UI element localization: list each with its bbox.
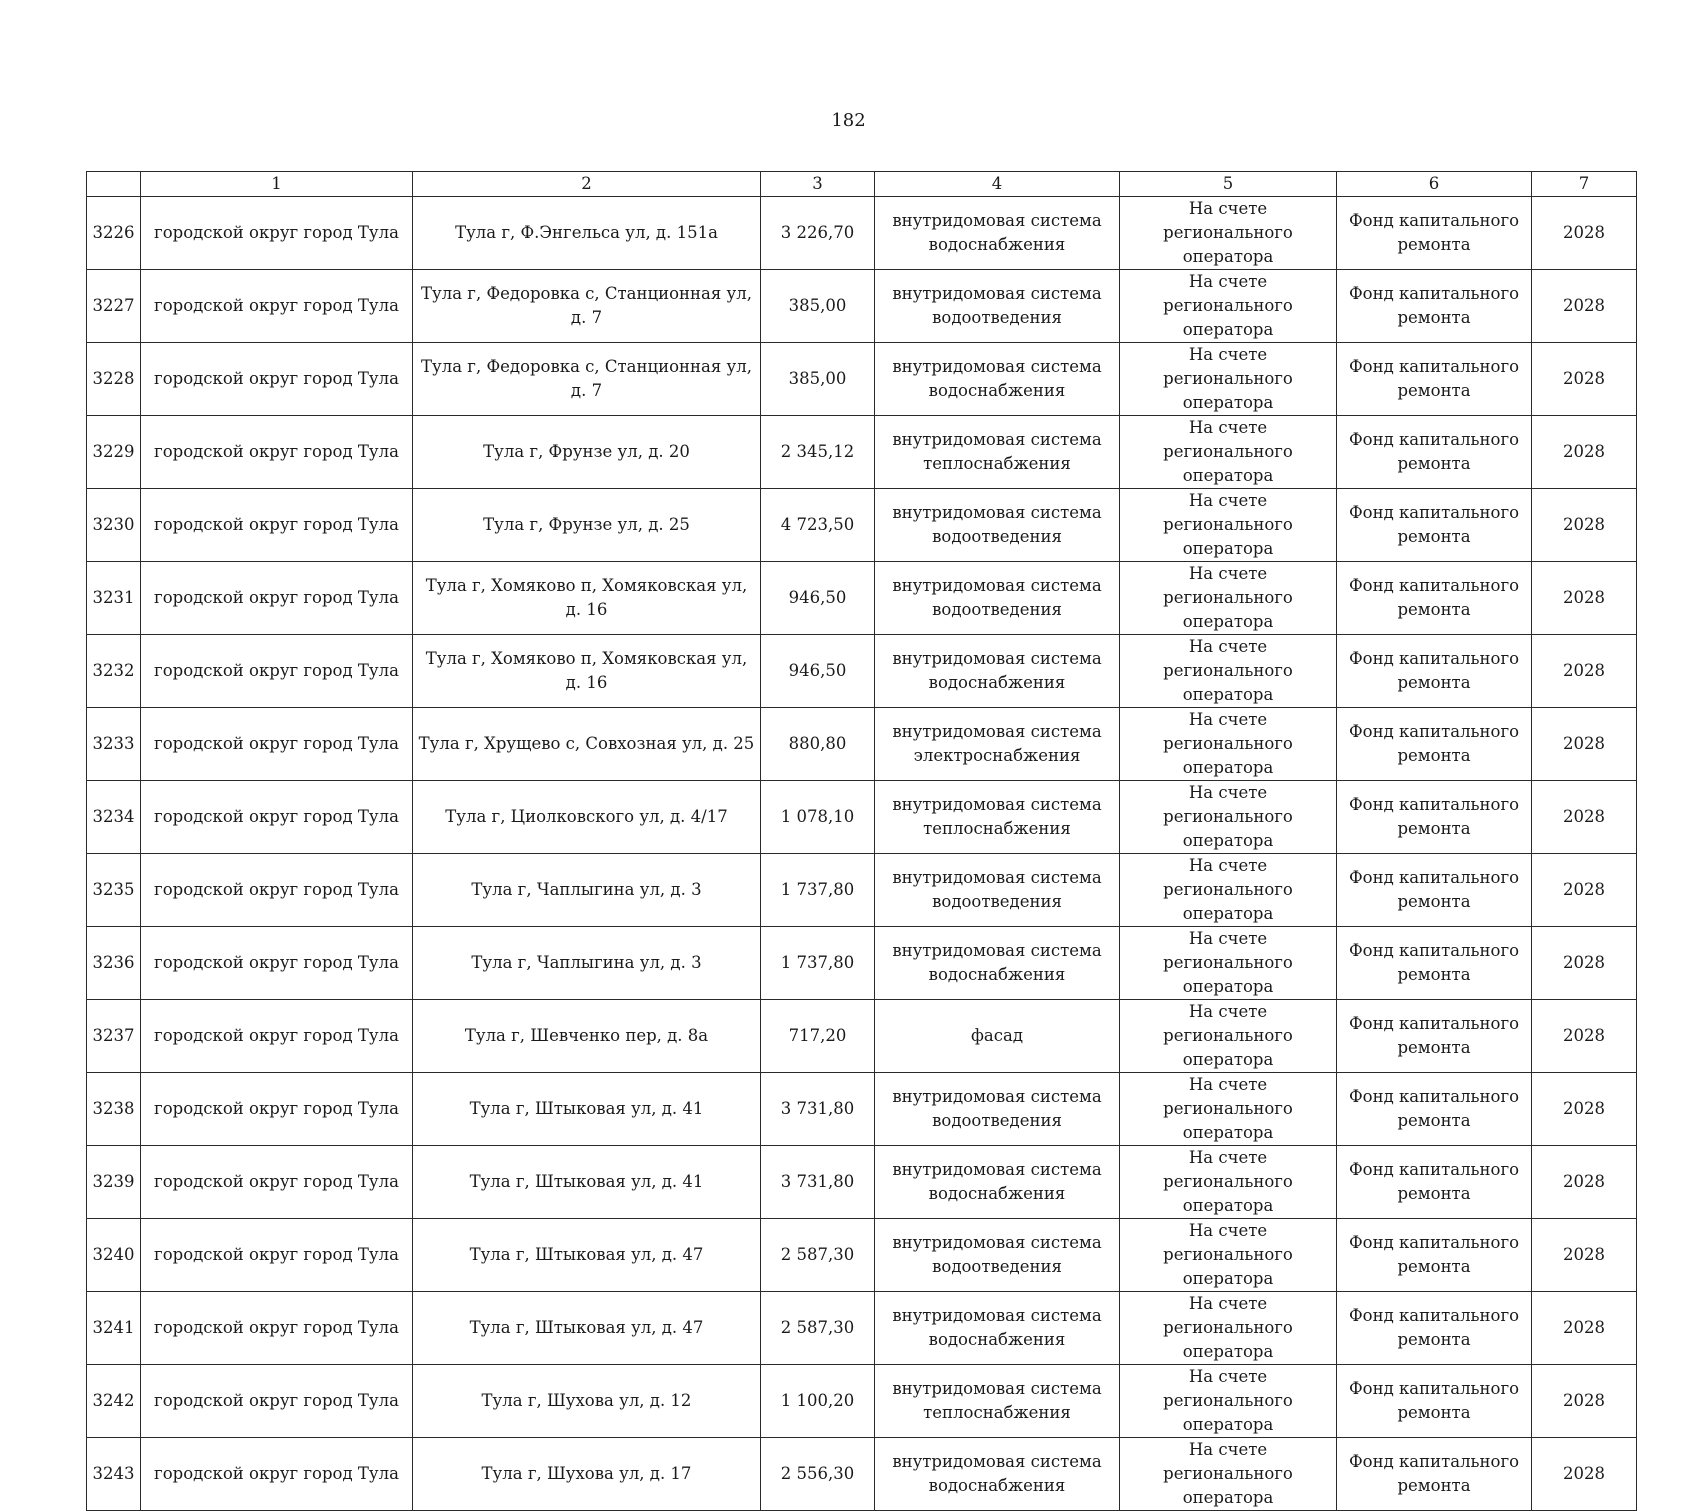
funding-source-cell: Фонд капитального ремонта — [1337, 854, 1532, 927]
year-cell: 2028 — [1532, 1146, 1637, 1219]
year-cell: 2028 — [1532, 781, 1637, 854]
area-cell: 385,00 — [761, 270, 875, 343]
table-row — [87, 197, 1637, 270]
element-cell: внутридомовая система водоснабжения — [875, 927, 1120, 1000]
element-cell: внутридомовая система теплоснабжения — [875, 781, 1120, 854]
area-cell: 2 556,30 — [761, 1438, 875, 1511]
municipality-cell: городской округ город Тула — [141, 343, 413, 416]
account-cell: На счете регионального оператора — [1120, 854, 1337, 927]
header-cell-index — [87, 172, 141, 197]
year-cell: 2028 — [1532, 1073, 1637, 1146]
funding-source-cell: Фонд капитального ремонта — [1337, 343, 1532, 416]
address-cell: Тула г, Федоровка с, Станционная ул, д. 7 — [413, 270, 761, 343]
table-row — [87, 781, 1637, 854]
element-cell: внутридомовая система водоснабжения — [875, 1146, 1120, 1219]
address-cell: Тула г, Хомяково п, Хомяковская ул, д. 16 — [413, 635, 761, 708]
account-cell: На счете регионального оператора — [1120, 927, 1337, 1000]
area-cell: 2 587,30 — [761, 1219, 875, 1292]
area-cell: 2 345,12 — [761, 416, 875, 489]
year-cell: 2028 — [1532, 635, 1637, 708]
row-number-cell: 3237 — [87, 1000, 141, 1073]
account-cell: На счете регионального оператора — [1120, 1219, 1337, 1292]
area-cell: 1 737,80 — [761, 854, 875, 927]
funding-source-cell: Фонд капитального ремонта — [1337, 489, 1532, 562]
element-cell: внутридомовая система водоснабжения — [875, 343, 1120, 416]
table-row — [87, 708, 1637, 781]
municipality-cell: городской округ город Тула — [141, 1000, 413, 1073]
page-number: 182 — [831, 110, 866, 131]
account-cell: На счете регионального оператора — [1120, 270, 1337, 343]
address-cell: Тула г, Шухова ул, д. 12 — [413, 1365, 761, 1438]
element-cell: внутридомовая система теплоснабжения — [875, 1365, 1120, 1438]
funding-source-cell: Фонд капитального ремонта — [1337, 781, 1532, 854]
row-number-cell: 3240 — [87, 1219, 141, 1292]
header-cell-3: 3 — [761, 172, 875, 197]
municipality-cell: городской округ город Тула — [141, 197, 413, 270]
account-cell: На счете регионального оператора — [1120, 781, 1337, 854]
row-number-cell: 3241 — [87, 1292, 141, 1365]
year-cell: 2028 — [1532, 854, 1637, 927]
area-cell: 1 737,80 — [761, 927, 875, 1000]
municipality-cell: городской округ город Тула — [141, 562, 413, 635]
row-number-cell: 3229 — [87, 416, 141, 489]
table-row — [87, 489, 1637, 562]
header-cell-1: 1 — [141, 172, 413, 197]
municipality-cell: городской округ город Тула — [141, 1292, 413, 1365]
row-number-cell: 3233 — [87, 708, 141, 781]
municipality-cell: городской округ город Тула — [141, 1073, 413, 1146]
table-row — [87, 854, 1637, 927]
year-cell: 2028 — [1532, 1000, 1637, 1073]
year-cell: 2028 — [1532, 270, 1637, 343]
year-cell: 2028 — [1532, 416, 1637, 489]
address-cell: Тула г, Штыковая ул, д. 41 — [413, 1146, 761, 1219]
account-cell: На счете регионального оператора — [1120, 1438, 1337, 1511]
funding-source-cell: Фонд капитального ремонта — [1337, 1292, 1532, 1365]
table-row — [87, 562, 1637, 635]
funding-source-cell: Фонд капитального ремонта — [1337, 1000, 1532, 1073]
element-cell: внутридомовая система электроснабжения — [875, 708, 1120, 781]
area-cell: 4 723,50 — [761, 489, 875, 562]
element-cell: внутридомовая система водоснабжения — [875, 635, 1120, 708]
row-number-cell: 3234 — [87, 781, 141, 854]
element-cell: фасад — [875, 1000, 1120, 1073]
row-number-cell: 3235 — [87, 854, 141, 927]
row-number-cell: 3230 — [87, 489, 141, 562]
municipality-cell: городской округ город Тула — [141, 635, 413, 708]
table-row — [87, 1365, 1637, 1438]
address-cell: Тула г, Чаплыгина ул, д. 3 — [413, 927, 761, 1000]
element-cell: внутридомовая система водоснабжения — [875, 197, 1120, 270]
area-cell: 946,50 — [761, 562, 875, 635]
address-cell: Тула г, Шухова ул, д. 17 — [413, 1438, 761, 1511]
municipality-cell: городской округ город Тула — [141, 1219, 413, 1292]
area-cell: 3 731,80 — [761, 1073, 875, 1146]
address-cell: Тула г, Штыковая ул, д. 41 — [413, 1073, 761, 1146]
municipality-cell: городской округ город Тула — [141, 270, 413, 343]
header-cell-4: 4 — [875, 172, 1120, 197]
address-cell: Тула г, Хомяково п, Хомяковская ул, д. 16 — [413, 562, 761, 635]
funding-source-cell: Фонд капитального ремонта — [1337, 1365, 1532, 1438]
header-cell-5: 5 — [1120, 172, 1337, 197]
funding-source-cell: Фонд капитального ремонта — [1337, 197, 1532, 270]
funding-source-cell: Фонд капитального ремонта — [1337, 562, 1532, 635]
row-number-cell: 3239 — [87, 1146, 141, 1219]
table-row — [87, 1438, 1637, 1511]
register-table — [86, 171, 1637, 1511]
account-cell: На счете регионального оператора — [1120, 1292, 1337, 1365]
municipality-cell: городской округ город Тула — [141, 1438, 413, 1511]
area-cell: 1 100,20 — [761, 1365, 875, 1438]
header-cell-7: 7 — [1532, 172, 1637, 197]
account-cell: На счете регионального оператора — [1120, 1000, 1337, 1073]
address-cell: Тула г, Фрунзе ул, д. 20 — [413, 416, 761, 489]
element-cell: внутридомовая система водоотведения — [875, 854, 1120, 927]
year-cell: 2028 — [1532, 1365, 1637, 1438]
area-cell: 3 226,70 — [761, 197, 875, 270]
account-cell: На счете регионального оператора — [1120, 562, 1337, 635]
row-number-cell: 3227 — [87, 270, 141, 343]
row-number-cell: 3236 — [87, 927, 141, 1000]
account-cell: На счете регионального оператора — [1120, 1073, 1337, 1146]
municipality-cell: городской округ город Тула — [141, 854, 413, 927]
table-row — [87, 1219, 1637, 1292]
row-number-cell: 3238 — [87, 1073, 141, 1146]
account-cell: На счете регионального оператора — [1120, 635, 1337, 708]
row-number-cell: 3231 — [87, 562, 141, 635]
row-number-cell: 3243 — [87, 1438, 141, 1511]
municipality-cell: городской округ город Тула — [141, 708, 413, 781]
area-cell: 880,80 — [761, 708, 875, 781]
funding-source-cell: Фонд капитального ремонта — [1337, 927, 1532, 1000]
funding-source-cell: Фонд капитального ремонта — [1337, 708, 1532, 781]
account-cell: На счете регионального оператора — [1120, 708, 1337, 781]
area-cell: 946,50 — [761, 635, 875, 708]
municipality-cell: городской округ город Тула — [141, 489, 413, 562]
account-cell: На счете регионального оператора — [1120, 489, 1337, 562]
account-cell: На счете регионального оператора — [1120, 1146, 1337, 1219]
header-cell-2: 2 — [413, 172, 761, 197]
header-cell-6: 6 — [1337, 172, 1532, 197]
address-cell: Тула г, Хрущево с, Совхозная ул, д. 25 — [413, 708, 761, 781]
year-cell: 2028 — [1532, 1292, 1637, 1365]
table-body — [87, 197, 1637, 1511]
funding-source-cell: Фонд капитального ремонта — [1337, 416, 1532, 489]
address-cell: Тула г, Чаплыгина ул, д. 3 — [413, 854, 761, 927]
element-cell: внутридомовая система водоснабжения — [875, 1292, 1120, 1365]
area-cell: 385,00 — [761, 343, 875, 416]
year-cell: 2028 — [1532, 927, 1637, 1000]
element-cell: внутридомовая система теплоснабжения — [875, 416, 1120, 489]
table-row — [87, 1292, 1637, 1365]
row-number-cell: 3226 — [87, 197, 141, 270]
year-cell: 2028 — [1532, 1438, 1637, 1511]
address-cell: Тула г, Ф.Энгельса ул, д. 151а — [413, 197, 761, 270]
table-row — [87, 343, 1637, 416]
year-cell: 2028 — [1532, 708, 1637, 781]
funding-source-cell: Фонд капитального ремонта — [1337, 635, 1532, 708]
row-number-cell: 3228 — [87, 343, 141, 416]
municipality-cell: городской округ город Тула — [141, 416, 413, 489]
year-cell: 2028 — [1532, 562, 1637, 635]
table-row — [87, 927, 1637, 1000]
municipality-cell: городской округ город Тула — [141, 781, 413, 854]
address-cell: Тула г, Фрунзе ул, д. 25 — [413, 489, 761, 562]
element-cell: внутридомовая система водоотведения — [875, 562, 1120, 635]
area-cell: 3 731,80 — [761, 1146, 875, 1219]
address-cell: Тула г, Шевченко пер, д. 8а — [413, 1000, 761, 1073]
address-cell: Тула г, Штыковая ул, д. 47 — [413, 1292, 761, 1365]
table-row — [87, 270, 1637, 343]
account-cell: На счете регионального оператора — [1120, 1365, 1337, 1438]
account-cell: На счете регионального оператора — [1120, 197, 1337, 270]
municipality-cell: городской округ город Тула — [141, 1146, 413, 1219]
element-cell: внутридомовая система водоотведения — [875, 1073, 1120, 1146]
row-number-cell: 3232 — [87, 635, 141, 708]
area-cell: 717,20 — [761, 1000, 875, 1073]
table-row — [87, 635, 1637, 708]
funding-source-cell: Фонд капитального ремонта — [1337, 1146, 1532, 1219]
element-cell: внутридомовая система водоотведения — [875, 1219, 1120, 1292]
table-row — [87, 416, 1637, 489]
municipality-cell: городской округ город Тула — [141, 1365, 413, 1438]
funding-source-cell: Фонд капитального ремонта — [1337, 1438, 1532, 1511]
table-row — [87, 1146, 1637, 1219]
account-cell: На счете регионального оператора — [1120, 343, 1337, 416]
account-cell: На счете регионального оператора — [1120, 416, 1337, 489]
year-cell: 2028 — [1532, 343, 1637, 416]
table-row — [87, 1073, 1637, 1146]
year-cell: 2028 — [1532, 197, 1637, 270]
table-row — [87, 1000, 1637, 1073]
area-cell: 2 587,30 — [761, 1292, 875, 1365]
municipality-cell: городской округ город Тула — [141, 927, 413, 1000]
funding-source-cell: Фонд капитального ремонта — [1337, 270, 1532, 343]
year-cell: 2028 — [1532, 1219, 1637, 1292]
table-header-row — [87, 172, 1637, 197]
element-cell: внутридомовая система водоотведения — [875, 270, 1120, 343]
address-cell: Тула г, Циолковского ул, д. 4/17 — [413, 781, 761, 854]
row-number-cell: 3242 — [87, 1365, 141, 1438]
element-cell: внутридомовая система водоотведения — [875, 489, 1120, 562]
funding-source-cell: Фонд капитального ремонта — [1337, 1219, 1532, 1292]
address-cell: Тула г, Федоровка с, Станционная ул, д. 7 — [413, 343, 761, 416]
address-cell: Тула г, Штыковая ул, д. 47 — [413, 1219, 761, 1292]
element-cell: внутридомовая система водоснабжения — [875, 1438, 1120, 1511]
year-cell: 2028 — [1532, 489, 1637, 562]
funding-source-cell: Фонд капитального ремонта — [1337, 1073, 1532, 1146]
area-cell: 1 078,10 — [761, 781, 875, 854]
